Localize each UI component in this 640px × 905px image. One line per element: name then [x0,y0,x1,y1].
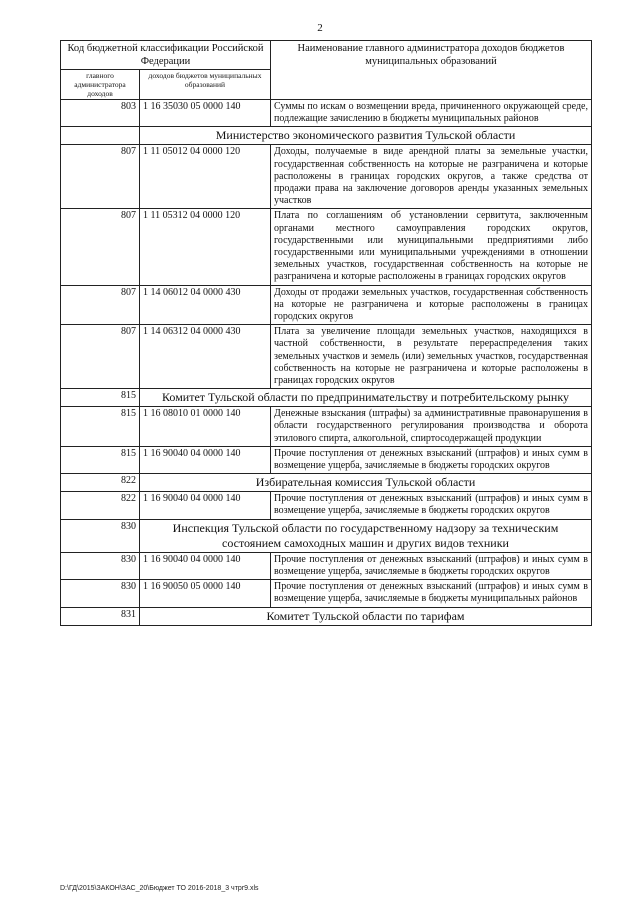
income-code-cell: 1 16 90040 04 0000 140 [140,492,271,519]
admin-code-cell: 807 [61,209,140,285]
table-row [61,145,592,209]
table-row [61,580,592,607]
section-row [61,474,592,492]
file-path-footer: D:\ГД\2015\ЗАКОН\ЗАС_20\Бюджет ТО 2016-2018_3 чтpr9.xls [60,885,259,892]
income-code-cell: 1 16 90050 05 0000 140 [140,580,271,607]
admin-code-cell: 822 [61,474,140,492]
income-code-cell: 1 16 90040 04 0000 140 [140,446,271,473]
income-description-cell: Плата по соглашениям об установлении сервитута, заключенным органами местного самоуправления городских округов, государственными или муниципальными предприятиями либо государственными или муниципальными учреждениями в отношении земельных участков, государственная собственность на которые не разграничена и которые расположены в границах городских округов [271,209,592,285]
table-row [61,285,592,325]
admin-code-cell: 807 [61,285,140,325]
income-code-cell: 1 16 90040 04 0000 140 [140,552,271,579]
admin-code-cell: 815 [61,389,140,407]
code-group-header: Код бюджетной классификации Российской Федерации [61,41,271,70]
administrator-name-cell: Избирательная комиссия Тульской области [140,474,592,492]
table-row [61,325,592,389]
income-description-cell: Доходы, получаемые в виде арендной платы за земельные участки, государственная собственность на которые не разграничена и которые расположены в границах городских округов, а также средства от продажи права на заключение договоров аренды указанных земельных участков [271,145,592,209]
admin-code-cell: 803 [61,100,140,127]
income-code-cell: 1 11 05012 04 0000 120 [140,145,271,209]
income-code-cell: 1 16 08010 01 0000 140 [140,407,271,447]
table-row [61,492,592,519]
table-body [61,100,592,626]
income-description-cell: Прочие поступления от денежных взысканий (штрафов) и иных сумм в возмещение ущерба, зачисляемые в бюджеты городских округов [271,492,592,519]
income-description-cell: Прочие поступления от денежных взысканий (штрафов) и иных сумм в возмещение ущерба, зачисляемые в бюджеты городских округов [271,552,592,579]
section-row [61,389,592,407]
section-row [61,607,592,625]
admin-code-cell: 822 [61,492,140,519]
admin-code-cell: 815 [61,407,140,447]
section-row [61,519,592,552]
income-description-cell: Прочие поступления от денежных взысканий (штрафов) и иных сумм в возмещение ущерба, зачисляемые в бюджеты муниципальных районов [271,580,592,607]
income-description-cell: Доходы от продажи земельных участков, государственная собственность на которые не разграничена и которые расположены в границах городских округов [271,285,592,325]
income-description-cell: Прочие поступления от денежных взысканий (штрафов) и иных сумм в возмещение ущерба, зачисляемые в бюджеты городских округов [271,446,592,473]
income-description-cell: Суммы по искам о возмещении вреда, причиненного окружающей среде, подлежащие зачислению в бюджеты муниципальных районов [271,100,592,127]
admin-code-cell: 830 [61,519,140,552]
table-row [61,552,592,579]
admin-code-cell: 831 [61,607,140,625]
admin-code-cell: 807 [61,325,140,389]
table-row [61,446,592,473]
admin-code-cell [61,127,140,145]
income-description-cell: Плата за увеличение площади земельных участков, находящихся в частной собственности, в результате перераспределения таких земельных участков и земель (или) земельных участков, государственная собственность на которые не разграничена и которые расположены в границах городских округов [271,325,592,389]
admin-code-cell: 815 [61,446,140,473]
section-row [61,127,592,145]
table-row [61,407,592,447]
page-number: 2 [317,22,323,34]
income-code-cell: 1 14 06012 04 0000 430 [140,285,271,325]
table-row [61,209,592,285]
income-code-cell: 1 14 06312 04 0000 430 [140,325,271,389]
income-code-cell: 1 11 05312 04 0000 120 [140,209,271,285]
administrator-name-cell: Комитет Тульской области по тарифам [140,607,592,625]
name-column-header: Наименование главного администратора доходов бюджетов муниципальных образований [271,41,592,100]
admin-code-header: главного администратора доходов [61,70,140,100]
revenue-administrators-table [60,40,592,626]
income-code-header: доходов бюджетов муниципальных образований [140,70,271,100]
table-row [61,100,592,127]
administrator-name-cell: Комитет Тульской области по предпринимательству и потребительскому рынку [140,389,592,407]
income-code-cell: 1 16 35030 05 0000 140 [140,100,271,127]
admin-code-cell: 830 [61,552,140,579]
administrator-name-cell: Инспекция Тульской области по государственному надзору за техническим состоянием самоходных машин и других видов техники [140,519,592,552]
administrator-name-cell: Министерство экономического развития Тульской области [140,127,592,145]
admin-code-cell: 830 [61,580,140,607]
income-description-cell: Денежные взыскания (штрафы) за административные правонарушения в области государственного регулирования производства и оборота этилового спирта, алкогольной, спиртосодержащей продукции [271,407,592,447]
admin-code-cell: 807 [61,145,140,209]
